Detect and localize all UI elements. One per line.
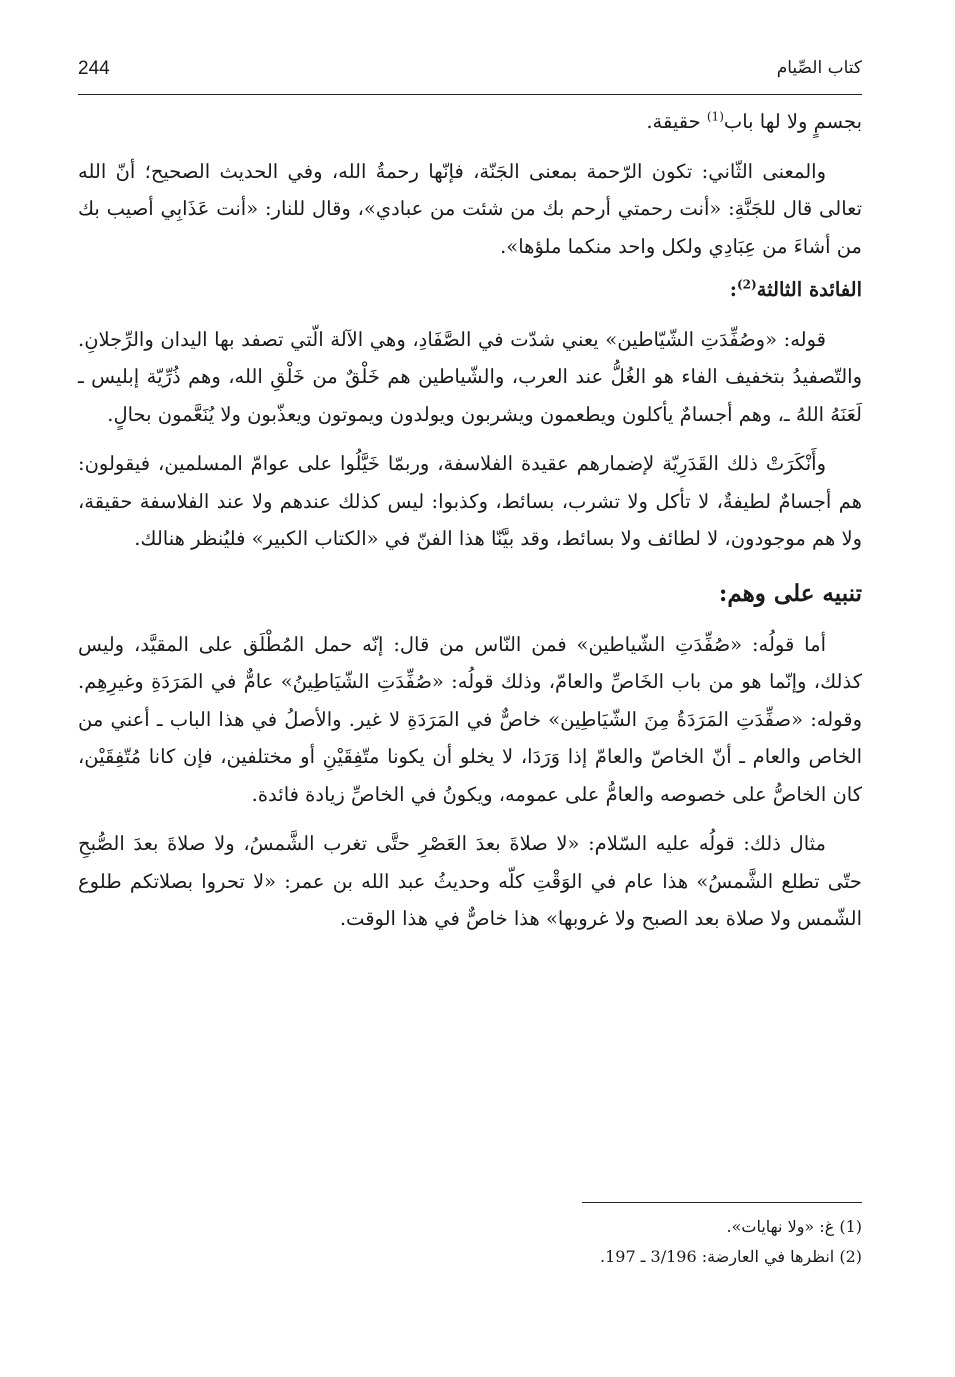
paragraph: وأَنْكَرَتْ ذلك القَدَرِيّة لإضمارهم عقيدة الفلاسفة، وربمّا خَيَّلُوا على عوامّ المسلمين، فيقولون: هم أجسامٌ لطيفةٌ، لا تأكل ولا تشرب، بسائط، وكذبوا: ليس كذلك عندهم ولا عند الفلاسفة حقيقة، ولا هم موجودون، لا لطائف ولا بسائط، وقد بيَّنّا هذا الفنّ في «الكتاب الكبير» فليُنظر هنالك. bbox=[78, 452, 862, 550]
heading-text: : bbox=[729, 278, 737, 301]
section-heading bbox=[78, 271, 862, 309]
page-header bbox=[78, 50, 862, 95]
footnote-divider bbox=[582, 1202, 862, 1203]
paragraph: أما قولُه: «صُفِّدَتِ الشّياطين» فمن النّاس من قال: إنّه حمل المُطْلَق على المقيَّد، وليس كذلك، وإنّما هو من باب الخَاصِّ والعامّ، وذلك قولُه: «صُفِّدَتِ الشّيَاطِينُ» عامٌّ في المَرَدَةِ وغيرِهِم. وقوله: «صفِّدَتِ المَرَدَةُ مِنَ الشّيَاطِين» خاصٌّ في المَرَدَةِ لا غير. والأصلُ في هذا الباب ـ أعني من الخاص والعام ـ أنّ الخاصّ والعامّ إذا وَرَدَا، لا يخلو أن يكونا متّفِقَيْنِ أو مختلفين، فإن كانا مُتّفِقَيْن، كان الخاصُّ على خصوصه والعامُّ على عمومه، ويكونُ في الخاصِّ زيادة فائدة. bbox=[78, 632, 862, 806]
page-number: 244 bbox=[78, 58, 110, 79]
footnote-marker: (1) bbox=[706, 109, 724, 124]
paragraph-text: بجسمٍ ولا لها باب bbox=[723, 110, 862, 133]
book-page bbox=[78, 50, 862, 1350]
footnote: (2) انظرها في العارضة: 3/196 ـ 197. bbox=[600, 1247, 862, 1266]
paragraph-text: حقيقة. bbox=[646, 110, 707, 133]
footnote-marker: (2) bbox=[736, 277, 757, 292]
paragraph: والمعنى الثّاني: تكون الرّحمة بمعنى الجَنّة، فإنّها رحمةُ الله، وفي الحديث الصحيح؛ أنّ الله تعالى قال للجَنَّةِ: «أنت رحمتي أرحم بك من شئت من عبادي»، وقال للنار: «أنت عَذَابِي أصيب بك من أشاءَ من عِبَادِي ولكل واحد منكما ملؤها». bbox=[78, 159, 862, 258]
footnotes bbox=[78, 1212, 862, 1272]
paragraph-continuation bbox=[78, 103, 862, 141]
main-text bbox=[78, 103, 862, 938]
section-heading: تنبيه على وهم: bbox=[718, 579, 862, 607]
paragraph: قوله: «وصُفِّدَتِ الشّيّاطين» يعني شدّت في الصَّفَادِ، وهي الآلة الّتي تصفد بها اليدان والرِّجلانِ. والتّصفيدُ بتخفيف الفاء هو الغُلُّ عند العرب، والشّياطين هم خَلْقٌ من خَلْقِ الله، وهم ذُرِّيّة إبليس ـ لَعَنَهُ اللهُ ـ، وهم أجسامٌ يأكلون ويطعمون ويشربون ويولدون ويموتون ويعذّبون ولا يُنَعَّمون بحالٍ. bbox=[78, 327, 862, 426]
paragraph: مثال ذلك: قولُه عليه السّلام: «لا صلاةَ بعدَ العَصْرِ حتَّى تغرب الشَّمسُ، ولا صلاةَ بعدَ الصُّبحِ حتّى تطلع الشَّمسُ» هذا عام في الوَقْتِ كلّه وحديثُ عبد الله بن عمر: «لا تحروا بصلاتكم طلوع الشّمس ولا صلاة بعد الصبح ولا غروبها» هذا خاصٌّ في هذا الوقت. bbox=[78, 832, 862, 930]
footnote: (1) غ: «ولا نهايات». bbox=[726, 1217, 862, 1236]
running-title: كتاب الصِّيام bbox=[776, 58, 862, 78]
heading-text: الفائدة الثالثة bbox=[756, 278, 862, 301]
